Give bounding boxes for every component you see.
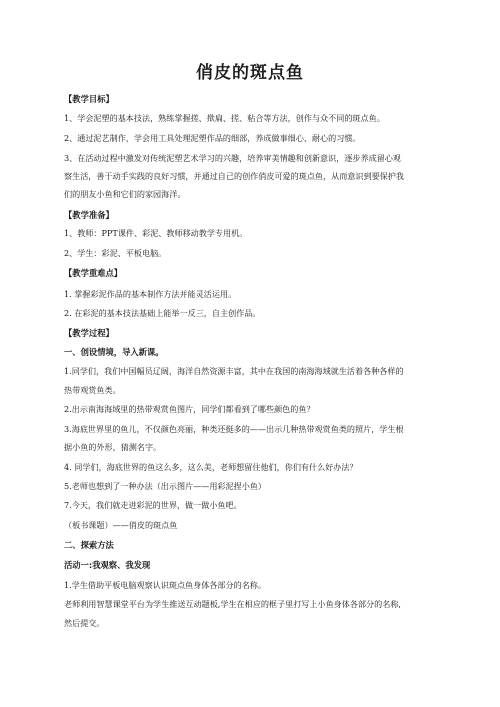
key-point-line: 2. 在彩泥的基本技法基础上能举一反三，自主创作品。 (64, 308, 261, 318)
key-point-line: 1. 掌握彩泥作品的基本制作方法并能灵活运用。 (64, 289, 237, 299)
objectives-heading: 【教学目标】 (64, 94, 114, 104)
part1-line: 7.今天，我们就走进彩泥的世界，做一做小鱼吧。 (64, 500, 242, 510)
objective-line: 2、通过泥艺制作，学会用工具处理泥塑作品的细部，养成做事细心、耐心的习惯。 (64, 133, 361, 143)
part1-line: 2.出示南海海域里的热带观赏鱼图片，同学们都看到了哪些颜色的鱼？ (64, 404, 315, 414)
part1-line: （板书课题）——俏皮的斑点鱼 (64, 520, 178, 530)
part1-line: 1.同学们，我们中国幅员辽阔，海洋自然资源丰富，其中在我国的南海海域就生活着各种各样的 (64, 366, 404, 376)
part2-heading: 二、探索方法 (64, 540, 114, 550)
objective-line: 察生活，善于动手实践的良好习惯，并通过自己的创作俏皮可爱的斑点鱼，从而意识到要保护我 (64, 171, 404, 181)
part1-line: 据小鱼的外形，猜测名字。 (64, 442, 162, 452)
part1-line: 3.海底世界里的鱼儿，不仅颜色亮丽，种类还挺多的——出示几种热带观赏鱼类的照片，学生根 (64, 424, 404, 434)
document-title: 俏皮的斑点鱼 (196, 63, 304, 83)
preparation-heading: 【教学准备】 (64, 210, 114, 220)
part1-heading: 一、创设情境，导入新课。 (64, 347, 164, 357)
activity1-line: 1.学生借助平板电脑观察认识斑点鱼身体各部分的名称。 (64, 580, 266, 590)
preparation-line: 1、教师：PPT课件、彩泥、教师移动教学专用机。 (64, 228, 248, 238)
part1-line: 5.老师也想到了一种办法（出示图片——用彩泥捏小鱼） (64, 481, 266, 491)
key-points-heading: 【教学重难点】 (64, 268, 123, 278)
objective-line: 1、学会泥塑的基本技法，熟练掌握搓、揿扁、搓、粘合等方法，创作与众不同的斑点鱼。 (64, 113, 385, 123)
activity1-line: 然后提交。 (64, 618, 105, 628)
objective-line: 3、在活动过程中激发对传统泥塑艺术学习的兴趣，培养审美情趣和创新意识，逐步养成留心观 (64, 153, 401, 163)
part1-line: 热带观赏鱼类。 (64, 385, 121, 395)
part1-line: 4. 同学们，海底世界的鱼这么多，这么美，老师想留住他们，你们有什么好办法？ (64, 462, 358, 472)
objective-line: 们的朋友小鱼和它们的家园海洋。 (64, 189, 186, 199)
process-heading: 【教学过程】 (64, 328, 114, 338)
activity1-heading: 活动一:我观察、我发现 (64, 560, 151, 570)
activity1-line: 老师利用智慧课堂平台为学生推送互动题板,学生在相应的框子里打写上小鱼身体各部分的名称, (64, 599, 401, 609)
preparation-line: 2、学生：彩泥、平板电脑。 (64, 248, 167, 258)
